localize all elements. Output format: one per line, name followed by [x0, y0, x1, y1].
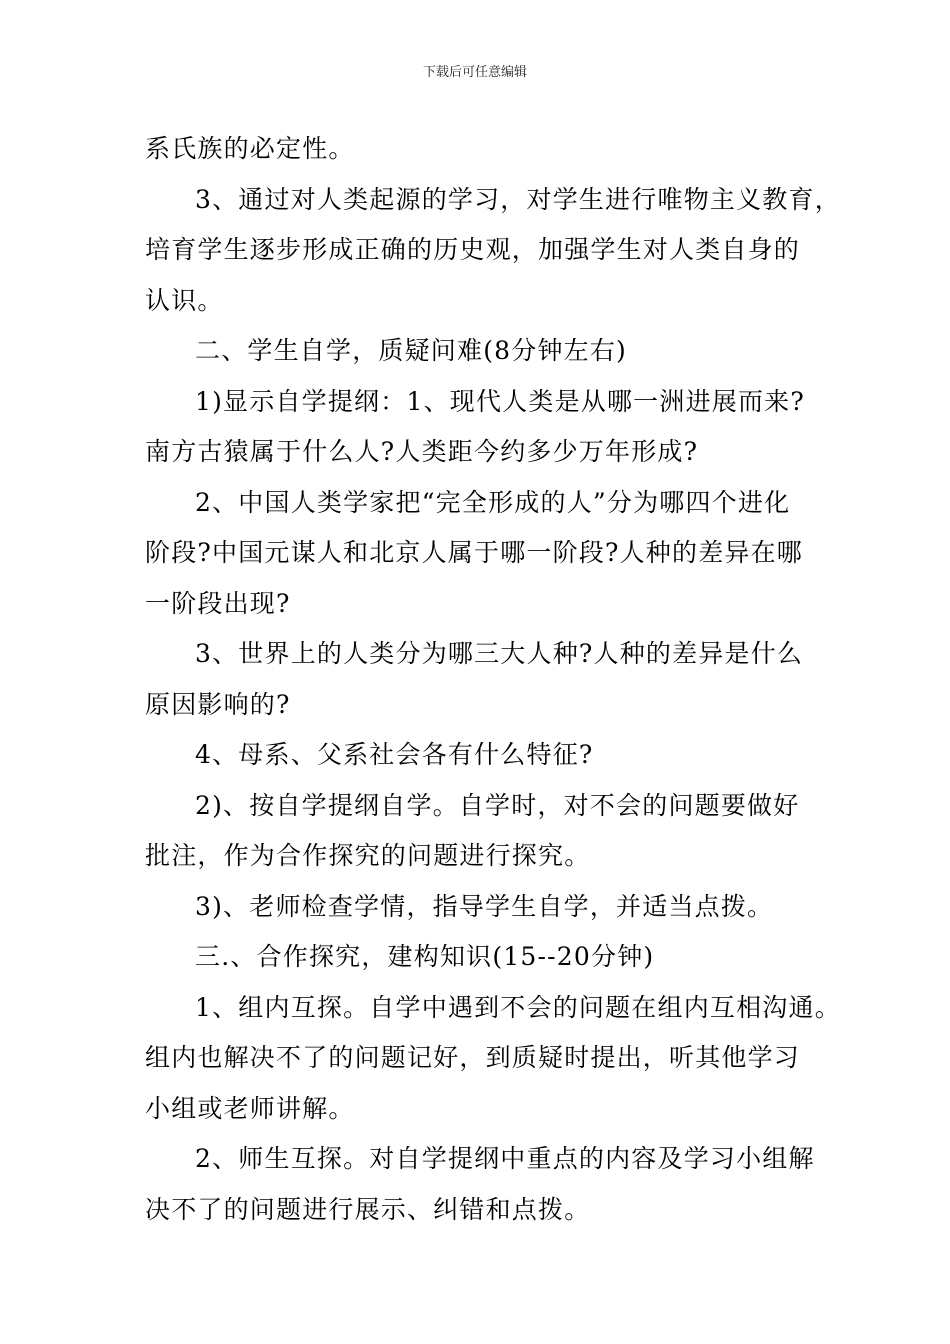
text-line: 2、中国人类学家把“完全形成的人”分为哪四个进化 [195, 487, 791, 517]
text-line: 系氏族的必定性。 [145, 134, 355, 163]
text-line: 一阶段出现? [145, 588, 291, 618]
text-line: 4、母系、父系社会各有什么特征? [195, 740, 594, 769]
text-line: 1)显示自学提纲：1、现代人类是从哪一洲进展而来? [195, 386, 805, 416]
text-line: 南方古猿属于什么人?人类距今约多少万年形成? [145, 437, 699, 466]
text-line: 3、世界上的人类分为哪三大人种?人种的差异是什么 [195, 639, 804, 668]
text-line: 3、通过对人类起源的学习，对学生进行唯物主义教育， [195, 184, 841, 214]
text-line: 2、师生互探。对自学提纲中重点的内容及学习小组解 [195, 1144, 815, 1173]
page-header: 下载后可任意编辑 [422, 65, 527, 80]
text-line: 原因影响的? [145, 689, 291, 719]
text-line: 2)、按自学提纲自学。自学时，对不会的问题要做好 [195, 790, 800, 820]
text-line: 决不了的问题进行展示、纠错和点拨。 [145, 1194, 591, 1224]
text-line: 批注，作为合作探究的问题进行探究。 [145, 841, 591, 870]
document-body [145, 124, 841, 1235]
text-line: 组内也解决不了的问题记好，到质疑时提出，听其他学习 [145, 1043, 801, 1072]
text-line: 阶段?中国元谋人和北京人属于哪一阶段?人种的差异在哪 [145, 538, 804, 567]
section-heading: 二、学生自学，质疑问难(8分钟左右) [195, 336, 628, 365]
text-line: 培育学生逐步形成正确的历史观，加强学生对人类自身的 [145, 235, 801, 264]
section-heading: 三.、合作探究，建构知识(15--20分钟) [195, 942, 655, 971]
text-line: 小组或老师讲解。 [145, 1093, 355, 1123]
text-line: 1、组内互探。自学中遇到不会的问题在组内互相沟通。 [195, 992, 841, 1022]
text-line: 3)、老师检查学情，指导学生自学，并适当点拨。 [195, 891, 774, 921]
text-line: 认识。 [145, 285, 224, 315]
